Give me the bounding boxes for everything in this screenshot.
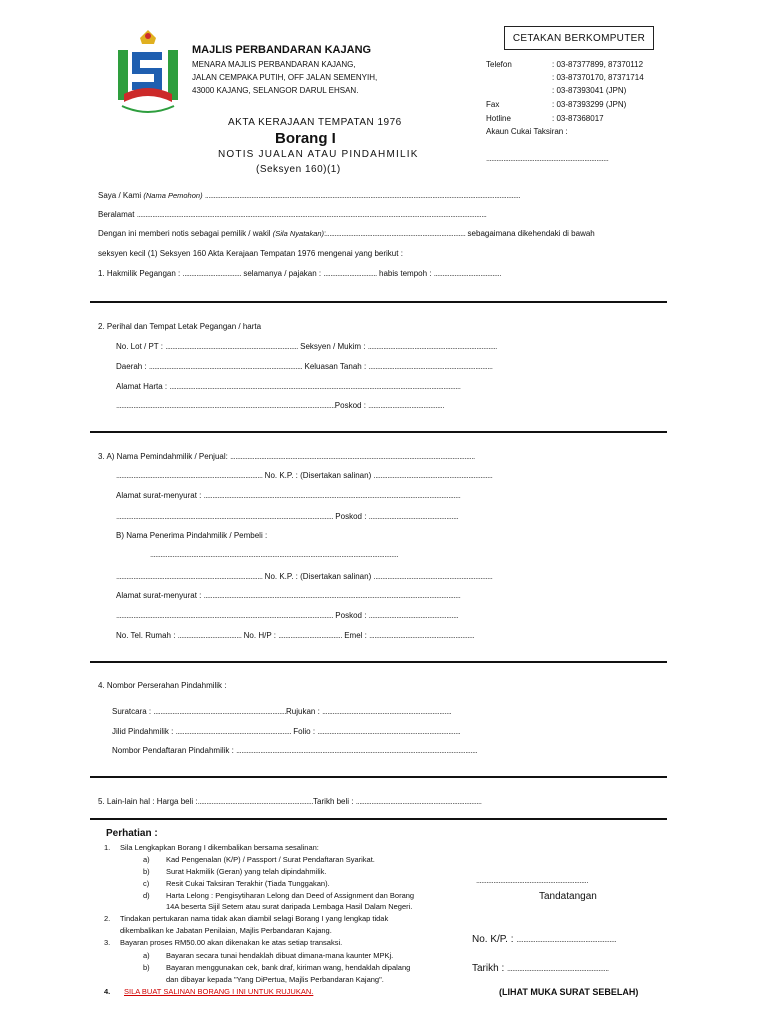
note-num-1c: c) [143,879,150,888]
note-text-3b: Bayaran menggunakan cek, bank draf, kiriman wang, hendaklah dipalang [166,963,411,972]
contact-value-3: : 03-87393041 (JPN) [552,86,627,95]
note-num-3b: b) [143,963,150,972]
seller-poskod-line: .............................................................................................................................. Poskod : .................................................... [116,512,459,521]
section-2-title: 2. Perihal dan Tempat Letak Pegangan / harta [98,322,262,331]
act-title: AKTA KERAJAAN TEMPATAN 1976 [228,117,402,128]
notice-title: NOTIS JUALAN ATAU PINDAHMILIK [218,149,419,160]
sign-kp-line: No. K/P. : .......................................................... [472,934,617,945]
divider-2 [90,431,667,433]
contact-label-fax: Fax [486,100,500,109]
buyer-name-field-2[interactable]: ..................................................................................... [116,572,263,581]
seller-address-line: Alamat surat-menyurat : ..................................................................................................................................................... [116,491,461,500]
poskod-line-2: ...............................................................................................................................Poskod : ............................................ [116,401,444,410]
section-5: 5. Lain-lain hal : Harga beli :...................................................................Tarikh beli : ......................................................................... [98,797,482,806]
saya-line: Saya / Kami (Nama Pemohon) ....................................................................................................................................................................................... [98,191,521,200]
habis-tempoh-field[interactable]: ....................................... [433,269,501,278]
contact-value-hotline: : 03-87368017 [552,114,604,123]
mpkj-logo [114,28,182,118]
sign-date-line: Tarikh : ........................................................... [472,963,609,974]
seller-line: 3. A) Nama Pemindahmilik / Penjual: .............................................................................................................................................. [98,452,475,461]
email-field[interactable]: ............................................................. [369,631,475,640]
sign-kp-field[interactable]: .......................................................... [516,935,617,944]
rujukan-field[interactable]: ........................................................................... [322,707,452,716]
section-1: 1. Hakmilik Pegangan : .................................. selamanya / pajakan : ............................... habis tempoh : ....................................... [98,269,501,278]
note-text-2-cont: dikembalikan ke Jabatan Penilaian, Majlis Perbandaran Kajang. [120,926,332,935]
notice-line: Dengan ini memberi notis sebagai pemilik / wakil (Sila Nyatakan):................................................................................. sebagaimana dikehendaki di bawah [98,229,595,238]
keluasan-field[interactable]: ........................................................................ [368,362,493,371]
seller-kp-field[interactable]: ..................................................................... [373,471,493,480]
section-title: (Seksyen 160)(1) [256,164,341,175]
contact-value-2: : 03-87370170, 87371714 [552,73,644,82]
daerah-line: Daerah : ......................................................................................... Keluasan Tanah : ........................................................................ [116,362,493,371]
lot-line: No. Lot / PT : ............................................................................. Seksyen / Mukim : ........................................................................... [116,342,497,351]
note-num-3: 3. [104,938,111,947]
divider-5 [90,818,667,820]
lot-field[interactable]: ............................................................................. [165,342,298,351]
copy-warning: SILA BUAT SALINAN BORANG I INI UNTUK RUJUKAN. [124,987,314,996]
buyer-name-field[interactable]: ................................................................................................................................................ [150,550,399,559]
daerah-field[interactable]: ......................................................................................... [148,362,303,371]
note-text-1: Sila Lengkapkan Borang I dikembalikan bersama sesalinan: [120,843,319,852]
contact-value-1: : 03-87377899, 87370112 [552,60,644,69]
address-line-3: 43000 KAJANG, SELANGOR DARUL EHSAN. [192,86,359,95]
divider-4 [90,776,667,778]
owner-role-field[interactable]: :................................................................................. [324,229,466,238]
computer-print-stamp: CETAKAN BERKOMPUTER [504,26,654,50]
buyer-kp-field[interactable]: ..................................................................... [373,572,493,581]
note-num-1: 1. [104,843,111,852]
hp-field[interactable]: ..................................... [278,631,342,640]
alamat-harta-field[interactable]: ......................................................................................................................................................................... [169,382,461,391]
note-text-2: Tindakan pertukaran nama tidak akan diambil selagi Borang I yang lengkap tidak [120,914,389,923]
perhatian-title: Perhatian : [106,828,158,839]
tax-account-field[interactable]: ....................................................................... [486,154,609,163]
address-line-1: MENARA MAJLIS PERBANDARAN KAJANG, [192,60,356,69]
buyer-poskod-line: .............................................................................................................................. Poskod : .................................................... [116,611,459,620]
jilid-field[interactable]: ................................................................... [175,727,292,736]
seller-address-field[interactable]: ..................................................................................................................................................... [203,491,461,500]
contact-label-hotline: Hotline [486,114,511,123]
suratcara-field[interactable]: ............................................................................. [153,707,287,716]
nombor-daftar-line: Nombor Pendaftaran Pindahmilik : ............................................................................................................................................ [112,746,478,755]
jilid-line: Jilid Pindahmilik : ................................................................... Folio : ................................................................................... [112,727,461,736]
note-num-1b: b) [143,867,150,876]
alamat-harta-field-2[interactable]: ............................................................................................................................... [116,401,335,410]
address-field[interactable]: ........................................................................................................................................................................................................... [136,210,487,219]
nombor-daftar-field[interactable]: ............................................................................................................................................ [236,746,478,755]
seller-name-field[interactable]: .............................................................................................................................................. [230,452,475,461]
pajakan-field[interactable]: ............................... [323,269,377,278]
harga-field[interactable]: ................................................................... [197,797,314,806]
buyer-contact-line: No. Tel. Rumah : ..................................... No. H/P : ..................................... Emel : ............................................................. [116,631,475,640]
address-line-2: JALAN CEMPAKA PUTIH, OFF JALAN SEMENYIH, [192,73,378,82]
beralamat-line: Beralamat ........................................................................................................................................................................................................... [98,210,487,219]
note-text-3b-cont: dan dibayar kepada "Yang DiPertua, Majlis Perbandaran Kajang". [166,975,384,984]
buyer-poskod-field[interactable]: .................................................... [368,611,459,620]
contact-label-telefon: Telefon [486,60,512,69]
buyer-address-field-2[interactable]: .............................................................................................................................. [116,611,334,620]
divider-1 [90,301,667,303]
form-title: Borang I [275,130,336,147]
applicant-name-field[interactable]: ....................................................................................................................................................................................... [204,191,521,200]
note-num-2: 2. [104,914,111,923]
note-num-1d: d) [143,891,150,900]
divider-3 [90,661,667,663]
mukim-field[interactable]: ........................................................................... [367,342,497,351]
tax-account-label: Akaun Cukai Taksiran : [486,127,568,136]
hakmilik-field[interactable]: .................................. [182,269,242,278]
tarikh-beli-field[interactable]: ......................................................................... [355,797,482,806]
seksyen-line: seksyen kecil (1) Seksyen 160 Akta Kerajaan Tempatan 1976 mengenai yang berikut : [98,249,403,258]
buyer-address-line: Alamat surat-menyurat : ..................................................................................................................................................... [116,591,461,600]
note-text-1b: Surat Hakmilik (Geran) yang telah dipindahmilik. [166,867,327,876]
sign-date-field[interactable]: ........................................................... [507,964,609,973]
buyer-address-field[interactable]: ..................................................................................................................................................... [203,591,461,600]
note-text-1d: Harta Lelong : Pengisytiharan Lelong dan Deed of Assignment dan Borang [166,891,415,900]
see-next-page: (LIHAT MUKA SURAT SEBELAH) [499,987,639,997]
note-text-1d-cont: 14A beserta Sijil Setem atau surat daripada Lembaga Hasil Dalam Negeri. [166,902,413,911]
note-num-3a: a) [143,951,150,960]
org-name: MAJLIS PERBANDARAN KAJANG [192,44,372,56]
signature-label: Tandatangan [539,891,597,902]
buyer-title: B) Nama Penerima Pindahmilik / Pembeli : [116,531,268,540]
signature-field[interactable]: ................................................................. [476,876,588,885]
note-text-1c: Resit Cukai Taksiran Terakhir (Tiada Tunggakan). [166,879,330,888]
section-4-title: 4. Nombor Perserahan Pindahmilik : [98,681,227,690]
seller-poskod-field[interactable]: .................................................... [368,512,459,521]
note-num-4: 4. [104,987,111,996]
poskod-field-2[interactable]: ............................................ [368,401,444,410]
note-num-1a: a) [143,855,150,864]
note-text-3: Bayaran proses RM50.00 akan dikenakan ke atas setiap transaksi. [120,938,343,947]
home-tel-field[interactable]: ..................................... [177,631,242,640]
seller-name-field-2[interactable]: ..................................................................................... [116,471,263,480]
alamat-harta-line: Alamat Harta : ......................................................................................................................................................................... [116,382,461,391]
seller-kp-line: ..................................................................................... No. K.P. : (Disertakan salinan) ..................................................................... [116,471,493,480]
note-text-1a: Kad Pengenalan (K/P) / Passport / Surat Pendaftaran Syarikat. [166,855,375,864]
note-text-3a: Bayaran secara tunai hendaklah dibuat dimana-mana kaunter MPKj. [166,951,394,960]
folio-field[interactable]: ................................................................................... [317,727,461,736]
seller-address-field-2[interactable]: .............................................................................................................................. [116,512,334,521]
contact-value-fax: : 03-87393299 (JPN) [552,100,627,109]
suratcara-line: Suratcara : .............................................................................Rujukan : ........................................................................... [112,707,452,716]
buyer-kp-line: ..................................................................................... No. K.P. : (Disertakan salinan) ..................................................................... [116,572,493,581]
